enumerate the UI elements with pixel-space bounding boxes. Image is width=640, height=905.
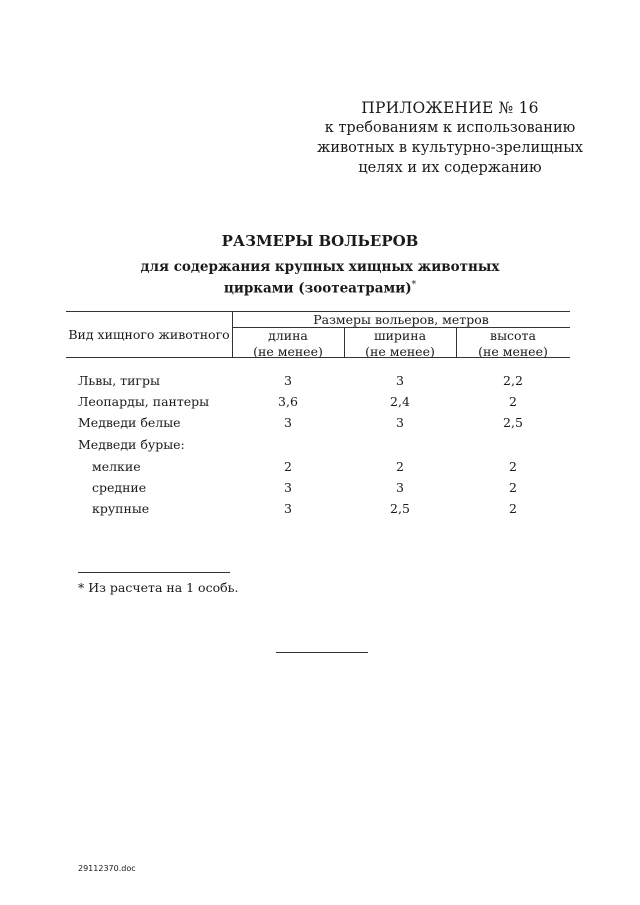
subtitle-line-2-text: цирками (зоотеатрами)	[223, 280, 412, 297]
row-label: Львы, тигры	[78, 373, 160, 388]
subtitle-line-2	[0, 276, 640, 298]
header-height	[456, 328, 570, 360]
cell-length: 3	[284, 501, 292, 516]
appendix-line: к требованиям к использованию	[324, 120, 576, 136]
appendix-line: целях и их содержанию	[358, 160, 542, 176]
footnote-text: * Из расчета на 1 особь.	[78, 580, 239, 595]
document-title: РАЗМЕРЫ ВОЛЬЕРОВ	[221, 232, 419, 250]
row-label: мелкие	[92, 459, 141, 474]
row-label: Медведи белые	[78, 415, 181, 430]
cell-height: 2	[509, 501, 517, 516]
header-height-name: высота	[490, 328, 536, 343]
appendix-line: животных в культурно-зрелищных	[316, 140, 584, 156]
document-subtitle	[0, 258, 640, 298]
appendix-block	[300, 98, 600, 178]
cell-length: 3	[284, 480, 292, 495]
cell-length: 3,6	[278, 394, 298, 409]
header-length	[232, 328, 344, 360]
document-filename: 29112370.doc	[78, 864, 136, 873]
subtitle-line-1: для содержания крупных хищных животных	[140, 259, 500, 275]
appendix-title: ПРИЛОЖЕНИЕ № 16	[361, 99, 539, 117]
footnote-marker: *	[411, 280, 417, 290]
header-enclosure-sizes: Размеры вольеров, метров	[313, 312, 489, 327]
cell-width: 3	[396, 415, 404, 430]
cell-length: 3	[284, 415, 292, 430]
header-height-note: (не менее)	[478, 344, 548, 359]
cell-length: 2	[284, 459, 292, 474]
header-width-note: (не менее)	[365, 344, 435, 359]
cell-height: 2,2	[503, 373, 523, 388]
row-label: Леопарды, пантеры	[78, 394, 210, 409]
cell-height: 2	[509, 480, 517, 495]
header-length-note: (не менее)	[253, 344, 323, 359]
header-length-name: длина	[268, 328, 308, 343]
header-animal-type: Вид хищного животного	[68, 327, 230, 342]
cell-height: 2	[509, 459, 517, 474]
cell-height: 2,5	[503, 415, 523, 430]
row-label: средние	[92, 480, 147, 495]
cell-width: 3	[396, 480, 404, 495]
footnote-separator	[78, 572, 230, 573]
cell-width: 2,4	[390, 394, 410, 409]
cell-width: 2,5	[390, 501, 410, 516]
header-width-name: ширина	[373, 328, 427, 343]
row-group-label: Медведи бурые:	[78, 437, 185, 452]
cell-height: 2	[509, 394, 517, 409]
cell-width: 3	[396, 373, 404, 388]
cell-length: 3	[284, 373, 292, 388]
end-rule	[276, 652, 368, 653]
header-width	[344, 328, 456, 360]
row-label: крупные	[92, 501, 150, 516]
cell-width: 2	[396, 459, 404, 474]
